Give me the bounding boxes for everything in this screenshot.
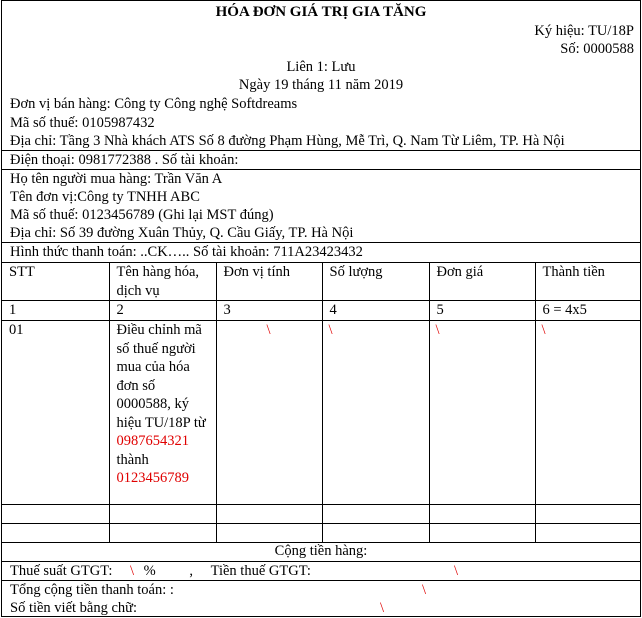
invoice-date: Ngày 19 tháng 11 năm 2019 (238, 77, 404, 93)
column-header: Đơn giá (429, 263, 535, 301)
items-table (2, 263, 640, 543)
seller-phone-account: Điện thoại: 0981772388 . Số tài khoản: (10, 152, 239, 168)
strike-mark: \ (266, 322, 271, 338)
separator: , (189, 563, 193, 579)
description-text: Điều chỉnh mã số thuế người mua của hóa đơn số 0000588, ký hiệu TU/18P từ (116, 322, 206, 431)
buyer-tax-code: Mã số thuế: 0123456789 (Ghi lại MST đúng) (10, 207, 274, 223)
column-header: Số lượng (322, 263, 429, 301)
invoice-title: HÓA ĐƠN GIÁ TRỊ GIA TĂNG (215, 4, 427, 20)
buyer-unit: Tên đơn vị:Công ty TNHH ABC (10, 189, 200, 205)
strike-mark: \ (454, 563, 459, 579)
grand-total-label: Tổng cộng tiền thanh toán: : (10, 582, 174, 598)
index-cell: 4 (322, 301, 429, 321)
invoice-document (1, 0, 641, 617)
seller-tax-code: Mã số thuế: 0105987432 (10, 115, 155, 131)
strike-mark: \ (422, 582, 427, 598)
index-cell: 3 (216, 301, 322, 321)
invoice-number: Số: 0000588 (560, 41, 634, 57)
seller-address: Địa chỉ: Tầng 3 Nhà khách ATS Số 8 đường Phạm Hùng, Mễ Trì, Q. Nam Từ Liêm, TP. Hà Nội (10, 133, 565, 149)
strike-mark: \ (130, 563, 135, 579)
row-description (109, 321, 216, 505)
index-cell: 5 (429, 301, 535, 321)
seller-unit: Đơn vị bán hàng: Công ty Công nghệ Softdreams (10, 96, 298, 112)
new-tax-code: 0123456789 (116, 470, 189, 486)
invoice-copy: Liên 1: Lưu (286, 59, 356, 75)
column-header: STT (2, 263, 109, 301)
buyer-name: Họ tên người mua hàng: Trần Văn A (10, 171, 223, 187)
unit-cell (216, 321, 322, 505)
description-connector: thành (116, 451, 149, 468)
column-header: Thành tiền (535, 263, 640, 301)
row-stt: 01 (2, 321, 109, 505)
vat-amount-label: Tiền thuế GTGT: (210, 563, 311, 579)
table-header-row (2, 263, 640, 301)
buyer-payment: Hình thức thanh toán: ..CK….. Số tài khoản: 711A23423432 (10, 244, 363, 260)
column-header: Tên hàng hóa, dịch vụ (109, 263, 216, 301)
strike-mark: \ (435, 322, 440, 338)
index-cell: 6 = 4x5 (535, 301, 640, 321)
subtotal-label: Cộng tiền hàng: (274, 543, 368, 559)
amount-in-words-label: Số tiền viết bằng chữ: (10, 600, 138, 616)
price-cell (429, 321, 535, 505)
vat-rate-label: Thuế suất GTGT: (10, 563, 113, 579)
table-row (2, 321, 640, 505)
table-row (2, 505, 640, 524)
strike-mark: \ (328, 322, 333, 338)
vat-rate-unit: % (143, 563, 156, 579)
amount-cell (535, 321, 640, 505)
index-cell: 1 (2, 301, 109, 321)
column-header: Đơn vị tính (216, 263, 322, 301)
index-cell: 2 (109, 301, 216, 321)
strike-mark: \ (541, 322, 546, 338)
invoice-symbol: Ký hiệu: TU/18P (534, 23, 634, 39)
buyer-address: Địa chỉ: Số 39 đường Xuân Thủy, Q. Cầu Giấy, TP. Hà Nội (10, 225, 354, 241)
table-row (2, 524, 640, 543)
quantity-cell (322, 321, 429, 505)
table-index-row (2, 301, 640, 321)
strike-mark: \ (380, 600, 385, 616)
old-tax-code: 0987654321 (116, 433, 189, 449)
vat-rate-line (10, 562, 311, 580)
